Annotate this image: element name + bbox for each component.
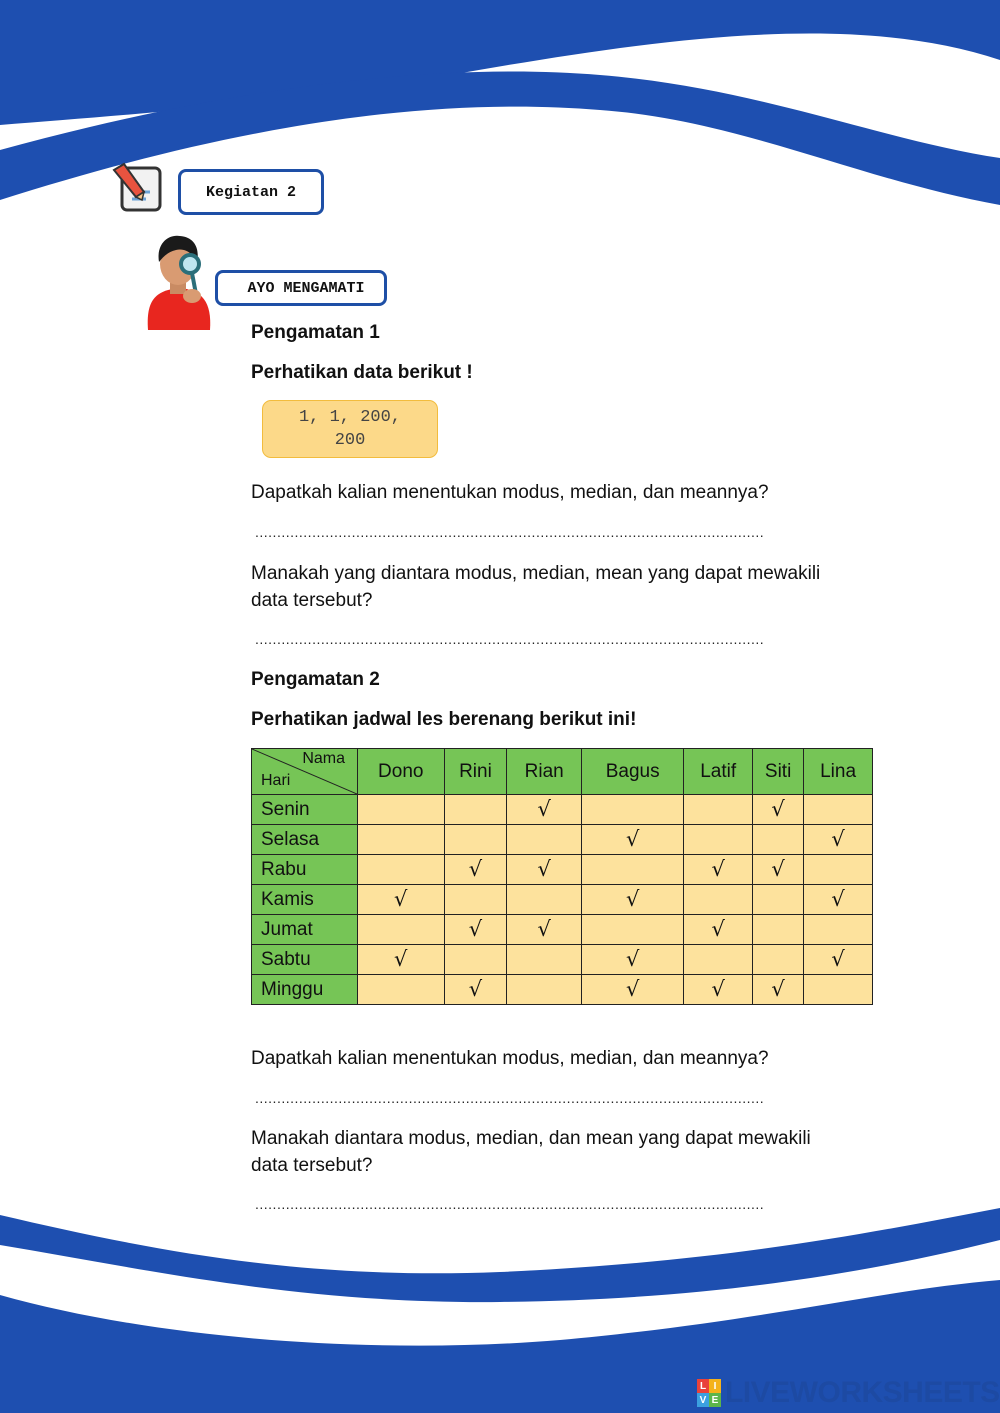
check-mark-icon: √ <box>831 827 845 851</box>
swim-schedule-table <box>251 748 873 1005</box>
schedule-cell <box>753 945 804 975</box>
table-body <box>252 795 873 1005</box>
schedule-cell <box>358 885 445 915</box>
schedule-cell <box>507 915 582 945</box>
schedule-cell <box>507 855 582 885</box>
schedule-cell <box>804 855 873 885</box>
kegiatan-label-text: Kegiatan 2 <box>205 183 296 201</box>
schedule-cell <box>753 915 804 945</box>
schedule-cell <box>444 795 507 825</box>
schedule-cell <box>507 975 582 1005</box>
day-cell: Sabtu <box>252 945 358 975</box>
section1-instruction: Perhatikan data berikut ! <box>251 362 473 383</box>
schedule-cell <box>358 915 445 945</box>
table-row <box>252 915 873 945</box>
liveworksheets-logo-icon <box>697 1379 721 1407</box>
schedule-cell <box>507 945 582 975</box>
schedule-cell <box>358 825 445 855</box>
schedule-cell <box>684 975 753 1005</box>
schedule-cell <box>507 825 582 855</box>
corner-hari-label: Hari <box>261 772 291 789</box>
day-cell: Senin <box>252 795 358 825</box>
schedule-cell <box>684 795 753 825</box>
schedule-cell <box>753 795 804 825</box>
section1-question-2-line2: data tersebut? <box>251 590 373 611</box>
schedule-cell <box>753 975 804 1005</box>
liveworksheets-brand[interactable] <box>697 1375 1000 1411</box>
check-mark-icon: √ <box>468 857 483 881</box>
check-mark-icon: √ <box>625 887 640 911</box>
column-header: Latif <box>684 749 753 795</box>
logo-letter: I <box>709 1379 721 1393</box>
table-header-row <box>252 749 873 795</box>
logo-letter: V <box>697 1393 709 1407</box>
section2-question-1: Dapatkah kalian menentukan modus, median, dan meannya? <box>251 1048 769 1069</box>
schedule-cell <box>684 885 753 915</box>
section2-question-2-line1: Manakah diantara modus, median, dan mean yang dapat mewakili <box>251 1128 811 1149</box>
section2-instruction: Perhatikan jadwal les berenang berikut ini! <box>251 709 637 730</box>
schedule-cell <box>804 975 873 1005</box>
boy-magnifier-icon <box>140 232 220 332</box>
column-header: Bagus <box>582 749 684 795</box>
schedule-cell <box>582 915 684 945</box>
check-mark-icon: √ <box>711 977 725 1001</box>
section1-title: Pengamatan 1 <box>251 322 380 343</box>
schedule-cell <box>804 825 873 855</box>
check-mark-icon: √ <box>711 917 725 941</box>
data-line-1: 1, 1, 200, <box>298 408 402 427</box>
check-mark-icon: √ <box>625 947 640 971</box>
corner-nama-label: Nama <box>302 750 345 767</box>
schedule-cell <box>684 945 753 975</box>
table-row <box>252 795 873 825</box>
check-mark-icon: √ <box>468 917 483 941</box>
check-mark-icon: √ <box>831 887 845 911</box>
column-header: Siti <box>753 749 804 795</box>
logo-letter: E <box>709 1393 721 1407</box>
answer-line-2[interactable]: .................................................................................................................... <box>255 631 765 647</box>
column-header: Rian <box>507 749 582 795</box>
ayo-mengamati-text: AYO MENGAMATI <box>247 279 365 297</box>
check-mark-icon: √ <box>537 857 551 881</box>
kegiatan-label <box>178 169 324 215</box>
schedule-cell <box>444 885 507 915</box>
data-line-2: 200 <box>334 431 366 450</box>
schedule-cell <box>753 885 804 915</box>
schedule-cell <box>684 825 753 855</box>
schedule-cell <box>444 855 507 885</box>
schedule-cell <box>753 855 804 885</box>
schedule-cell <box>358 975 445 1005</box>
check-mark-icon: √ <box>468 977 483 1001</box>
check-mark-icon: √ <box>831 947 845 971</box>
section1-question-2-line1: Manakah yang diantara modus, median, mean yang dapat mewakili <box>251 563 821 584</box>
day-cell: Selasa <box>252 825 358 855</box>
data-box <box>262 400 438 458</box>
table-row <box>252 945 873 975</box>
section2-question-2-line2: data tersebut? <box>251 1155 373 1176</box>
check-mark-icon: √ <box>771 857 785 881</box>
schedule-cell <box>444 945 507 975</box>
table-row <box>252 855 873 885</box>
schedule-cell <box>444 915 507 945</box>
day-cell: Minggu <box>252 975 358 1005</box>
schedule-cell <box>804 885 873 915</box>
column-header: Rini <box>444 749 507 795</box>
schedule-cell <box>358 945 445 975</box>
day-cell: Jumat <box>252 915 358 945</box>
check-mark-icon: √ <box>394 947 408 971</box>
section2-question-2 <box>251 1125 811 1179</box>
schedule-cell <box>684 855 753 885</box>
table-row <box>252 825 873 855</box>
ayo-mengamati-label <box>215 270 387 306</box>
check-mark-icon: √ <box>625 977 640 1001</box>
check-mark-icon: √ <box>771 797 785 821</box>
schedule-cell <box>582 795 684 825</box>
check-mark-icon: √ <box>394 887 408 911</box>
section1-question-2 <box>251 560 820 614</box>
schedule-cell <box>358 795 445 825</box>
schedule-cell <box>507 885 582 915</box>
schedule-cell <box>444 825 507 855</box>
schedule-cell <box>684 915 753 945</box>
column-header: Dono <box>358 749 445 795</box>
table-row <box>252 975 873 1005</box>
schedule-cell <box>804 795 873 825</box>
schedule-cell <box>582 885 684 915</box>
schedule-cell <box>582 945 684 975</box>
check-mark-icon: √ <box>771 977 785 1001</box>
answer-line-4[interactable]: .................................................................................................................... <box>255 1196 765 1212</box>
table-row <box>252 885 873 915</box>
day-cell: Kamis <box>252 885 358 915</box>
answer-line-3[interactable]: .................................................................................................................... <box>255 1090 765 1106</box>
check-mark-icon: √ <box>711 857 725 881</box>
schedule-cell <box>358 855 445 885</box>
logo-letter: L <box>697 1379 709 1393</box>
liveworksheets-text: LIVEWORKSHEETS <box>725 1376 1000 1409</box>
edit-document-icon <box>110 162 166 214</box>
schedule-cell <box>753 825 804 855</box>
check-mark-icon: √ <box>537 797 551 821</box>
check-mark-icon: √ <box>625 827 640 851</box>
section1-question-1: Dapatkah kalian menentukan modus, median, dan meannya? <box>251 482 769 503</box>
schedule-cell <box>804 945 873 975</box>
column-header: Lina <box>804 749 873 795</box>
schedule-cell <box>582 975 684 1005</box>
check-mark-icon: √ <box>537 917 551 941</box>
schedule-cell <box>804 915 873 945</box>
day-cell: Rabu <box>252 855 358 885</box>
schedule-cell <box>507 795 582 825</box>
schedule-cell <box>582 855 684 885</box>
schedule-cell <box>582 825 684 855</box>
table-corner-cell <box>252 749 358 795</box>
answer-line-1[interactable]: .................................................................................................................... <box>255 524 765 540</box>
section2-title: Pengamatan 2 <box>251 669 380 690</box>
schedule-cell <box>444 975 507 1005</box>
